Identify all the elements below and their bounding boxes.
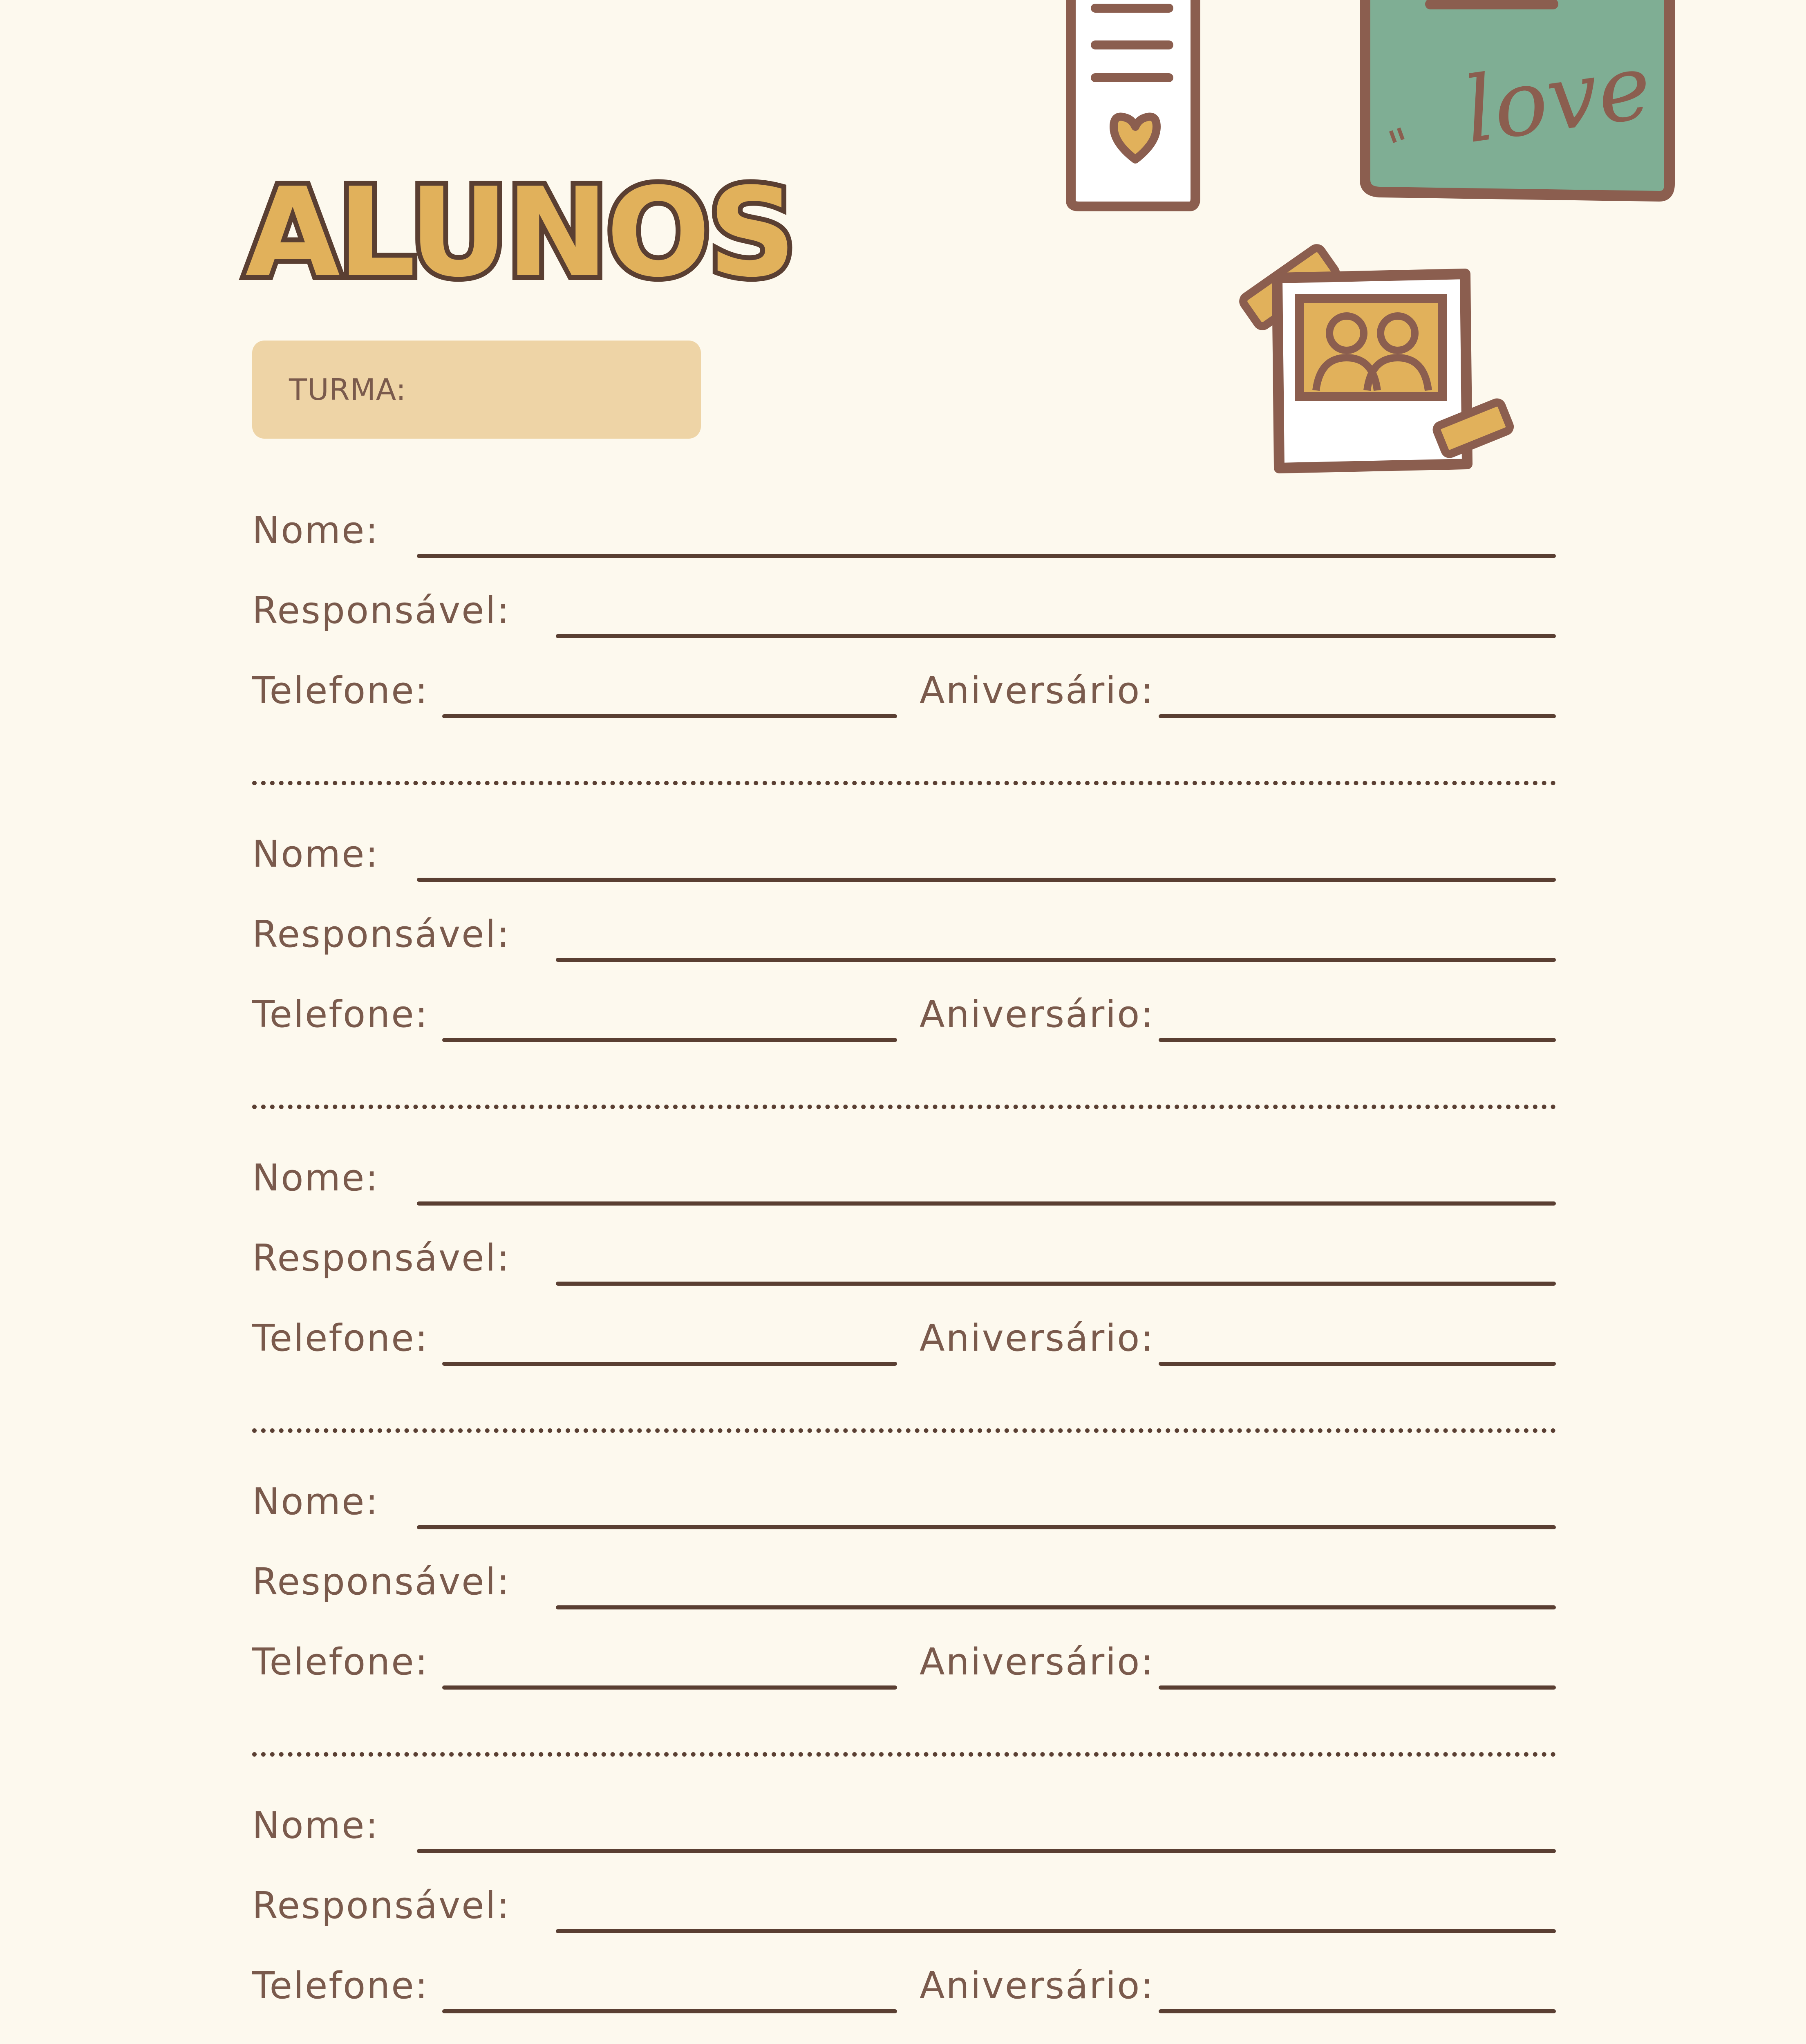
aniversario-input-line[interactable] <box>1159 1685 1556 1690</box>
responsavel-label: Responsável: <box>252 1237 510 1280</box>
nome-input-line[interactable] <box>417 1849 1556 1853</box>
telefone-label: Telefone: <box>252 1317 429 1360</box>
nome-input-line[interactable] <box>417 1525 1556 1529</box>
love-sticky-note-illustration <box>1357 0 1676 204</box>
aniversario-label: Aniversário: <box>920 669 1155 712</box>
responsavel-input-line[interactable] <box>556 1929 1556 1933</box>
responsavel-input-line[interactable] <box>556 958 1556 962</box>
telefone-label: Telefone: <box>252 669 429 712</box>
nome-input-line[interactable] <box>417 554 1556 558</box>
responsavel-input-line[interactable] <box>556 1282 1556 1286</box>
responsavel-input-line[interactable] <box>556 634 1556 638</box>
nome-label: Nome: <box>252 1804 379 1847</box>
svg-text:": " <box>1382 117 1419 174</box>
responsavel-label: Responsável: <box>252 1560 510 1603</box>
block-separator <box>252 1105 1556 1109</box>
nome-input-line[interactable] <box>417 1201 1556 1206</box>
checklist-note-illustration <box>1063 0 1202 213</box>
love-text: love <box>1458 34 1658 164</box>
telefone-input-line[interactable] <box>442 1685 897 1690</box>
aniversario-input-line[interactable] <box>1159 2009 1556 2013</box>
responsavel-input-line[interactable] <box>556 1605 1556 1609</box>
telefone-input-line[interactable] <box>442 714 897 718</box>
responsavel-label: Responsável: <box>252 913 510 956</box>
responsavel-label: Responsável: <box>252 589 510 632</box>
aniversario-label: Aniversário: <box>920 993 1155 1036</box>
responsavel-label: Responsável: <box>252 1884 510 1927</box>
nome-label: Nome: <box>252 833 379 876</box>
telefone-label: Telefone: <box>252 993 429 1036</box>
turma-label: TURMA: <box>289 372 407 407</box>
nome-label: Nome: <box>252 1156 379 1199</box>
aniversario-label: Aniversário: <box>920 1641 1155 1683</box>
block-separator <box>252 1752 1556 1757</box>
telefone-label: Telefone: <box>252 1964 429 2007</box>
polaroid-photo-illustration <box>1238 233 1516 486</box>
block-separator <box>252 781 1556 785</box>
nome-input-line[interactable] <box>417 878 1556 882</box>
aniversario-input-line[interactable] <box>1159 1362 1556 1366</box>
nome-label: Nome: <box>252 509 379 552</box>
page-title: ALUNOS <box>245 161 794 304</box>
nome-label: Nome: <box>252 1480 379 1523</box>
telefone-input-line[interactable] <box>442 1362 897 1366</box>
aniversario-label: Aniversário: <box>920 1964 1155 2007</box>
telefone-label: Telefone: <box>252 1641 429 1683</box>
aniversario-input-line[interactable] <box>1159 1038 1556 1042</box>
telefone-input-line[interactable] <box>442 1038 897 1042</box>
aniversario-input-line[interactable] <box>1159 714 1556 718</box>
turma-field[interactable] <box>252 341 701 439</box>
block-separator <box>252 1428 1556 1433</box>
telefone-input-line[interactable] <box>442 2009 897 2013</box>
aniversario-label: Aniversário: <box>920 1317 1155 1360</box>
